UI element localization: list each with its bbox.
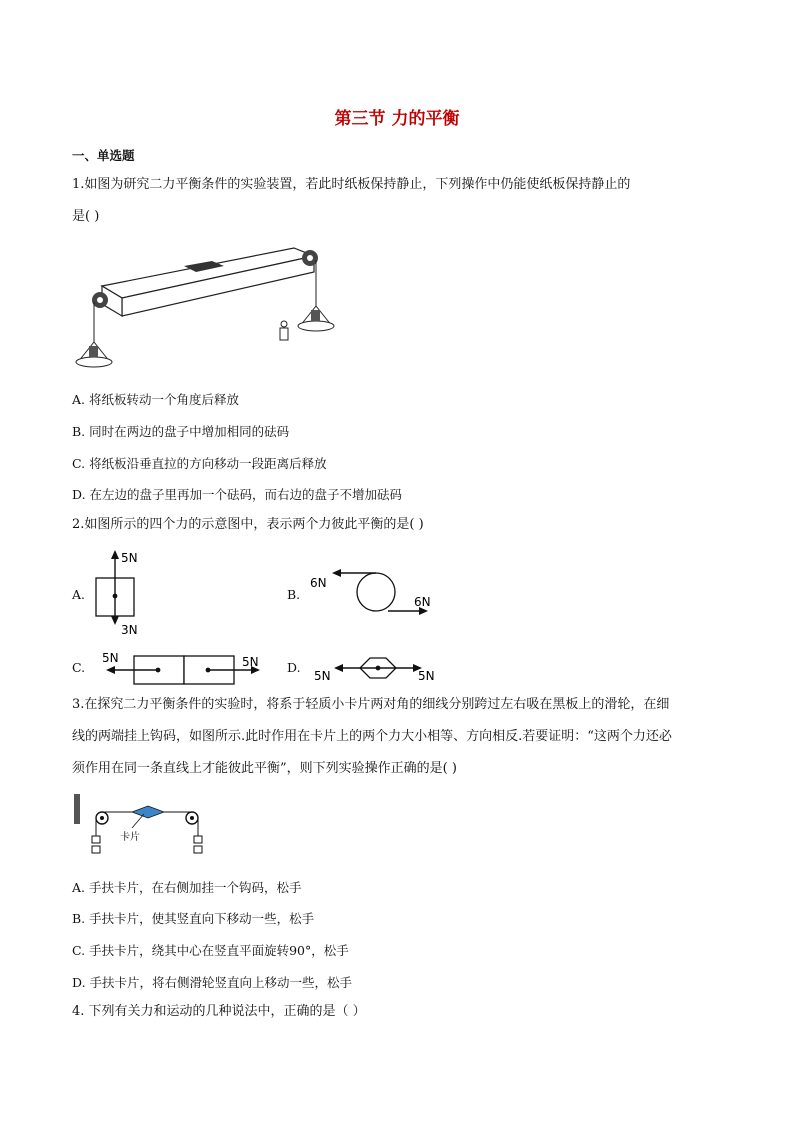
card-label: 卡片 [120,832,140,843]
q2-label-b[interactable]: B. [287,587,301,602]
q3-stem-line2: 线的两端挂上钩码，如图所示.此时作用在卡片上的两个力大小相等、方向相反.若要证明：“这两个力还必 [72,729,672,744]
force-label-d-right: 5N [418,669,435,683]
q3-option-a[interactable]: A. 手扶卡片，在右侧加挂一个钩码，松手 [72,880,302,895]
section-heading: 一、单选题 [72,148,135,163]
q1-option-c[interactable]: C. 将纸板沿垂直拉的方向移动一段距离后释放 [72,456,327,471]
force-label-b-left: 6N [310,576,327,590]
q2-diagram-d [306,650,446,690]
q3-option-c[interactable]: C. 手扶卡片，绕其中心在竖直平面旋转90°，松手 [72,943,349,958]
q3-stem-line3: 须作用在同一条直线上才能彼此平衡”，则下列实验操作正确的是( ) [72,761,457,776]
page-title: 第三节 力的平衡 [334,109,460,129]
q2-diagram-a [92,548,152,640]
q4-stem: 4. 下列有关力和运动的几种说法中，正确的是（ ） [72,1004,366,1019]
force-label-a-bottom: 3N [121,623,138,637]
force-label-d-left: 5N [314,669,331,683]
q2-label-c[interactable]: C. [72,660,86,675]
force-label-c-left: 5N [102,651,119,665]
q1-apparatus-figure [74,236,354,372]
q1-option-d[interactable]: D. 在左边的盘子里再加一个砝码，而右边的盘子不增加砝码 [72,487,403,502]
force-label-c-right: 5N [242,655,259,669]
q2-label-a[interactable]: A. [72,587,86,602]
q1-stem-line2: 是( ) [72,209,100,224]
force-label-b-right: 6N [414,595,431,609]
q2-stem: 2.如图所示的四个力的示意图中，表示两个力彼此平衡的是( ) [72,517,424,532]
q2-diagram-b [306,560,446,620]
q1-option-a[interactable]: A. 将纸板转动一个角度后释放 [72,392,239,407]
q2-diagram-c [96,648,276,688]
q1-stem-line1: 1.如图为研究二力平衡条件的实验装置，若此时纸板保持静止，下列操作中仍能使纸板保持静止的 [72,177,631,192]
q3-option-b[interactable]: B. 手扶卡片，使其竖直向下移动一些，松手 [72,911,315,926]
q2-label-d[interactable]: D. [287,660,301,675]
q1-option-b[interactable]: B. 同时在两边的盘子中增加相同的砝码 [72,424,290,439]
force-label-a-top: 5N [121,551,138,565]
q3-card-pulley-figure [74,792,214,860]
q3-stem-line1: 3.在探究二力平衡条件的实验时，将系于轻质小卡片两对角的细线分别跨过左右吸在黑板上的滑轮，在细 [72,697,670,712]
q3-option-d[interactable]: D. 手扶卡片，将右侧滑轮竖直向上移动一些，松手 [72,975,353,990]
